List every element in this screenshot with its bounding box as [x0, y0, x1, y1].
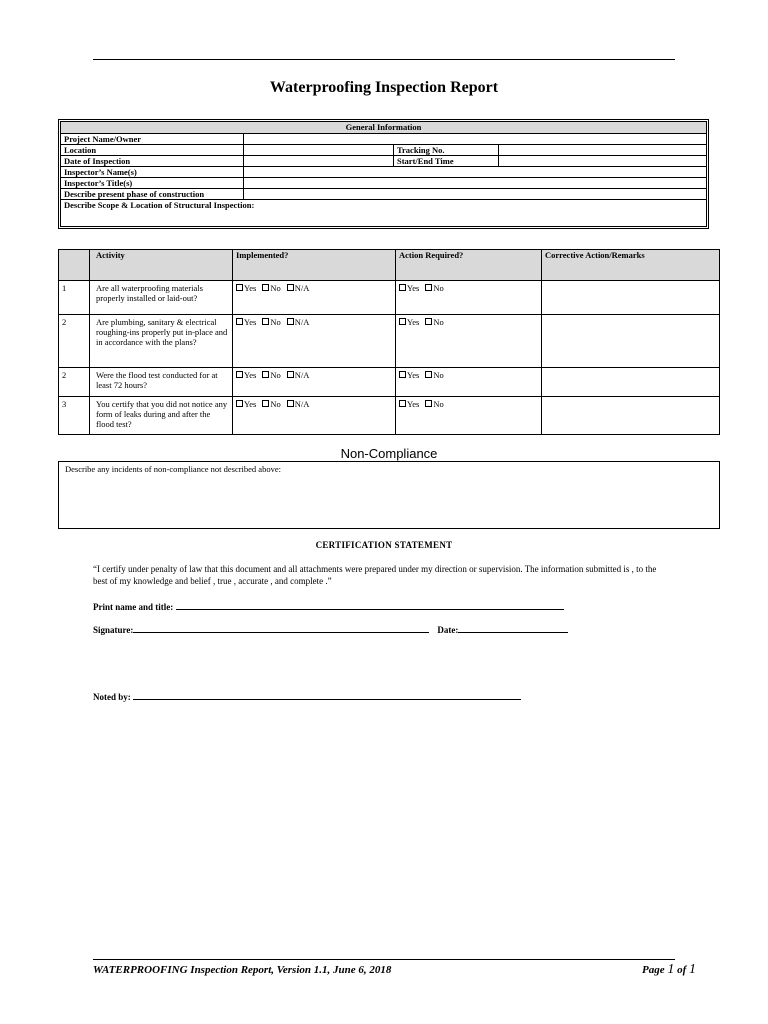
footer-page-number: Page 1 of 1: [641, 962, 696, 977]
signature-field[interactable]: [133, 623, 429, 633]
col-header-implemented: Implemented?: [233, 250, 396, 281]
implemented-options: [233, 315, 396, 368]
implemented-no[interactable]: No: [262, 317, 280, 327]
table-row: [59, 397, 720, 435]
action-required-options: [396, 315, 542, 368]
tracking-label: Tracking No.: [394, 145, 499, 156]
phase-label: Describe present phase of construction: [61, 189, 244, 200]
certification-text: “I certify under penalty of law that this document and all attachments were prepared under my direction or supervision. The information submitted is , to the best of my knowledge and belief , true , accurate , and complete .”: [93, 564, 657, 586]
noted-by-field[interactable]: [133, 690, 521, 700]
checkbox-icon: [287, 400, 294, 407]
action-yes[interactable]: Yes: [399, 370, 419, 380]
row-number: 2: [59, 368, 90, 397]
remarks-field[interactable]: [542, 281, 720, 315]
checkbox-icon: [236, 400, 243, 407]
general-info-section: [58, 119, 709, 229]
checkbox-icon: [287, 318, 294, 325]
implemented-na[interactable]: N/A: [287, 283, 310, 293]
remarks-field[interactable]: [542, 397, 720, 435]
implemented-na[interactable]: N/A: [287, 370, 310, 380]
checkbox-icon: [262, 318, 269, 325]
row-number: 3: [59, 397, 90, 435]
signature-row: Signature: Date:: [93, 620, 568, 638]
checkbox-icon: [399, 371, 406, 378]
startend-field[interactable]: [499, 156, 707, 167]
checkbox-icon: [425, 400, 432, 407]
date-sign-field[interactable]: [458, 623, 568, 633]
checkbox-icon: [425, 371, 432, 378]
row-activity: You certify that you did not notice any form of leaks during and after the flood test?: [90, 397, 233, 435]
scope-label: Describe Scope & Location of Structural Inspection:: [64, 200, 255, 210]
action-yes[interactable]: Yes: [399, 399, 419, 409]
action-yes[interactable]: Yes: [399, 283, 419, 293]
checkbox-icon: [236, 284, 243, 291]
checkbox-icon: [425, 284, 432, 291]
print-name-label: Print name and title: [93, 602, 171, 612]
implemented-yes[interactable]: Yes: [236, 317, 256, 327]
activity-table: [58, 249, 720, 435]
action-required-options: [396, 368, 542, 397]
checkbox-icon: [399, 284, 406, 291]
print-name-field[interactable]: [176, 600, 564, 610]
implemented-options: [233, 397, 396, 435]
table-row: [59, 368, 720, 397]
checkbox-icon: [262, 400, 269, 407]
checkbox-icon: [425, 318, 432, 325]
action-no[interactable]: No: [425, 317, 443, 327]
non-compliance-title: Non-Compliance: [340, 446, 438, 461]
inspector-name-field[interactable]: [244, 167, 707, 178]
implemented-no[interactable]: No: [262, 399, 280, 409]
top-rule: [93, 59, 675, 60]
checkbox-icon: [262, 371, 269, 378]
print-name-row: Print name and title:: [93, 597, 564, 615]
inspector-title-field[interactable]: [244, 178, 707, 189]
implemented-no[interactable]: No: [262, 370, 280, 380]
col-header-action-required: Action Required?: [396, 250, 542, 281]
scope-field[interactable]: [61, 200, 707, 227]
implemented-yes[interactable]: Yes: [236, 370, 256, 380]
checkbox-icon: [399, 400, 406, 407]
table-row: [59, 281, 720, 315]
row-number: 2: [59, 315, 90, 368]
tracking-field[interactable]: [499, 145, 707, 156]
checkbox-icon: [236, 371, 243, 378]
action-required-options: [396, 397, 542, 435]
col-header-activity: Activity: [90, 250, 233, 281]
inspector-title-label: Inspector’s Title(s): [61, 178, 244, 189]
report-title: Waterproofing Inspection Report: [269, 79, 499, 96]
remarks-field[interactable]: [542, 315, 720, 368]
row-activity: Were the flood test conducted for at least 72 hours?: [90, 368, 233, 397]
signature-label: Signature: [93, 625, 131, 635]
row-activity: Are all waterproofing materials properly installed or laid-out?: [90, 281, 233, 315]
noted-by-label: Noted by: [93, 692, 128, 702]
row-activity: Are plumbing, sanitary & electrical roughing-ins properly put in-place and in accordance with the plans?: [90, 315, 233, 368]
implemented-yes[interactable]: Yes: [236, 283, 256, 293]
checkbox-icon: [287, 371, 294, 378]
action-required-options: [396, 281, 542, 315]
startend-label: Start/End Time: [394, 156, 499, 167]
action-no[interactable]: No: [425, 283, 443, 293]
location-label: Location: [61, 145, 244, 156]
footer-document-info: WATERPROOFING Inspection Report, Version 1.1, June 6, 2018: [93, 964, 392, 976]
action-no[interactable]: No: [425, 370, 443, 380]
implemented-yes[interactable]: Yes: [236, 399, 256, 409]
location-field[interactable]: [244, 145, 394, 156]
col-header-num: [59, 250, 90, 281]
certification-title: CERTIFICATION STATEMENT: [315, 540, 453, 550]
phase-field[interactable]: [244, 189, 707, 200]
implemented-na[interactable]: N/A: [287, 317, 310, 327]
date-field[interactable]: [244, 156, 394, 167]
action-yes[interactable]: Yes: [399, 317, 419, 327]
inspector-name-label: Inspector’s Name(s): [61, 167, 244, 178]
checkbox-icon: [236, 318, 243, 325]
checkbox-icon: [399, 318, 406, 325]
date-label: Date of Inspection: [61, 156, 244, 167]
implemented-options: [233, 368, 396, 397]
date-sign-label: Date:: [437, 625, 459, 635]
implemented-no[interactable]: No: [262, 283, 280, 293]
action-no[interactable]: No: [425, 399, 443, 409]
remarks-field[interactable]: [542, 368, 720, 397]
checkbox-icon: [287, 284, 294, 291]
col-header-remarks: Corrective Action/Remarks: [542, 250, 720, 281]
project-field[interactable]: [244, 134, 707, 145]
implemented-na[interactable]: N/A: [287, 399, 310, 409]
non-compliance-field[interactable]: [58, 461, 720, 529]
table-row: [59, 315, 720, 368]
project-label: Project Name/Owner: [61, 134, 244, 145]
checkbox-icon: [262, 284, 269, 291]
footer-rule: [93, 959, 675, 960]
row-number: 1: [59, 281, 90, 315]
general-info-table: [60, 121, 707, 227]
noted-by-row: Noted by:: [93, 687, 521, 705]
non-compliance-prompt: Describe any incidents of non-compliance not described above:: [65, 464, 281, 474]
implemented-options: [233, 281, 396, 315]
general-info-header: General Information: [61, 122, 707, 134]
